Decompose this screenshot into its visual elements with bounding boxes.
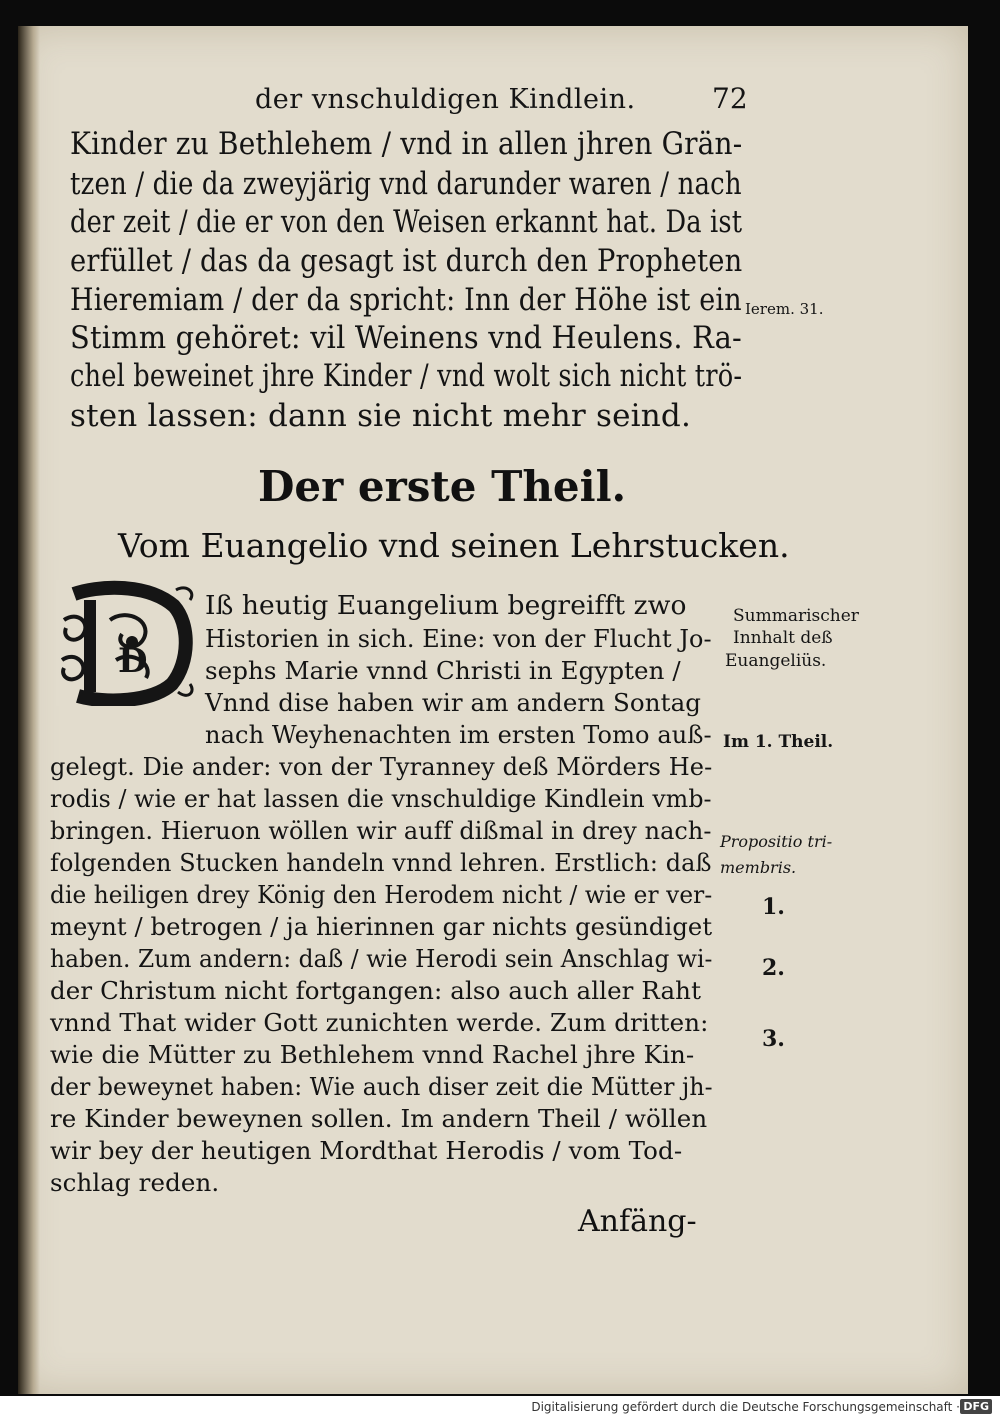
body-line: vnnd That wider Gott zunichten werde. Zum dritten: <box>50 1008 709 1037</box>
running-head: der vnschuldigen Kindlein. <box>255 84 636 115</box>
page-gutter-shadow <box>18 26 40 1394</box>
initial-letter: D <box>118 641 148 681</box>
body-line: nach Weyhenachten im ersten Tomo auß- <box>205 720 712 749</box>
scripture-line: sten lassen: dann sie nicht mehr seind. <box>70 398 692 434</box>
body-line: Iß heutig Euangelium begreifft zwo <box>205 590 687 621</box>
scripture-line: der zeit / die er von den Weisen erkannt hat. Da ist <box>70 204 743 240</box>
margin-number: 1. <box>762 894 785 920</box>
margin-note-summary: Euangeliüs. <box>725 651 827 671</box>
body-line: Historien in sich. Eine: von der Flucht Jo- <box>205 624 712 653</box>
section-subheading: Vom Euangelio vnd seinen Lehrstucken. <box>118 526 790 565</box>
body-line: haben. Zum andern: daß / wie Herodi sein Anschlag wi- <box>50 944 713 973</box>
margin-note-tomo: Im 1. Theil. <box>723 732 834 752</box>
margin-note-summary: Innhalt deß <box>733 628 833 648</box>
section-heading: Der erste Theil. <box>258 462 627 511</box>
scripture-line: erfüllet / das da gesagt ist durch den Propheten <box>70 243 743 279</box>
margin-number: 2. <box>762 955 785 981</box>
dfg-logo-icon: DFG <box>960 1399 992 1414</box>
body-line: rodis / wie er hat lassen die vnschuldige Kindlein vmb- <box>50 784 712 813</box>
page-number: 72 <box>712 82 748 115</box>
body-line: Vnnd dise haben wir am andern Sontag <box>205 688 702 717</box>
body-line: sephs Marie vnnd Christi in Egypten / <box>205 656 681 685</box>
body-line: re Kinder beweynen sollen. Im andern Theil / wöllen <box>50 1104 708 1133</box>
catchword: Anfäng- <box>578 1204 697 1239</box>
scripture-line: tzen / die da zweyjärig vnd darunder waren / nach <box>70 166 742 202</box>
body-line: bringen. Hieruon wöllen wir auff dißmal in drey nach- <box>50 816 712 845</box>
body-line: wie die Mütter zu Bethlehem vnnd Rachel jhre Kin- <box>50 1040 695 1069</box>
scripture-line: chel beweinet jhre Kinder / vnd wolt sich nicht trö- <box>70 358 743 394</box>
decorated-initial-icon <box>56 580 198 706</box>
margin-scripture-reference: Ierem. 31. <box>745 300 824 318</box>
body-line: der beweynet haben: Wie auch diser zeit die Mütter jh- <box>50 1072 713 1101</box>
body-line: der Christum nicht fortgangen: also auch aller Raht <box>50 976 702 1005</box>
margin-note-propositio: membris. <box>720 858 797 877</box>
margin-note-summary: Summarischer <box>733 606 859 626</box>
scripture-line: Hieremiam / der da spricht: Inn der Höhe ist ein <box>70 282 742 318</box>
body-line: wir bey der heutigen Mordthat Herodis / vom Tod- <box>50 1136 683 1165</box>
margin-number: 3. <box>762 1026 785 1052</box>
body-line: meynt / betrogen / ja hierinnen gar nichts gesündiget <box>50 912 713 941</box>
margin-note-propositio: Propositio tri- <box>720 832 833 851</box>
body-line: folgenden Stucken handeln vnnd lehren. Erstlich: daß <box>50 848 712 877</box>
footer-credit: Digitalisierung gefördert durch die Deutsche Forschungsgemeinschaft · <box>531 1400 960 1414</box>
body-line: gelegt. Die ander: von der Tyranney deß Mörders He- <box>50 752 713 781</box>
scripture-line: Kinder zu Bethlehem / vnd in allen jhren Grän- <box>70 126 743 162</box>
body-line: die heiligen drey König den Herodem nicht / wie er ver- <box>50 880 713 909</box>
body-line: schlag reden. <box>50 1168 220 1197</box>
scripture-line: Stimm gehöret: vil Weinens vnd Heulens. Ra- <box>70 320 742 356</box>
